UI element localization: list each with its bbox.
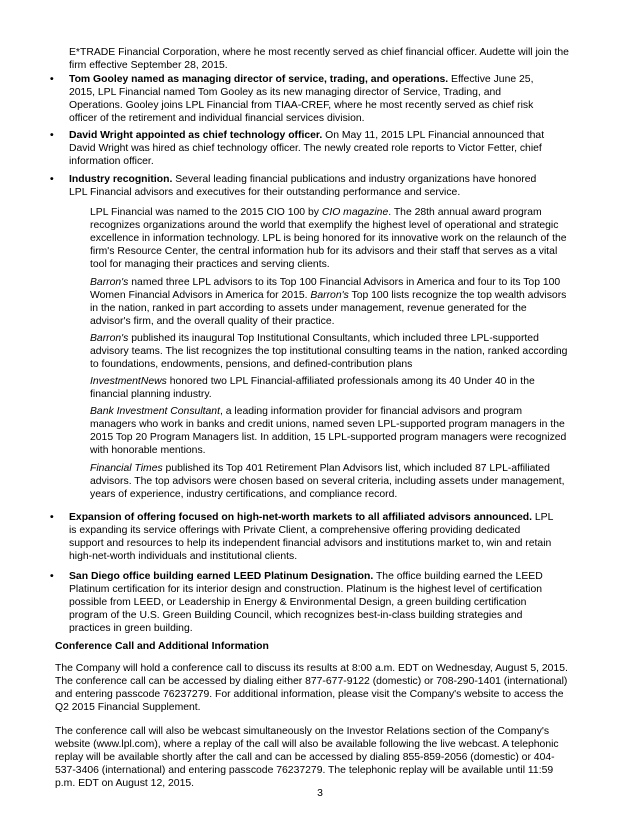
bullet-text: The office building earned the LEED Platinum certification for its interior design and construction. Platinum is the highest level of certification possible from LEED, or Leadership in Energy & Environmental Design, a green building certification program of the U.S. Green Building Council, which recognizes best-in-class building strategies and practices in green building. <box>69 571 543 635</box>
recognition-cio <box>90 206 570 271</box>
bullet-glyph: • <box>50 174 54 185</box>
publication-name: Barron's <box>90 333 129 344</box>
bullet-title: San Diego office building earned LEED Platinum Designation. <box>69 571 374 582</box>
bullet-glyph: • <box>50 74 54 85</box>
conference-paragraph-2: The conference call will also be webcast simultaneously on the Investor Relations section of the Company's website (www.lpl.com), where a replay of the call will also be available following the live webcast. A telephonic replay will be available shortly after the call and can be accessed by dialing 855-859-2056 (domestic) or 404-537-3406 (international) and entering passcode 76237279. The telephonic replay will be available until 11:59 p.m. EDT on August 12, 2015. <box>55 726 559 790</box>
publication-name: Barron's <box>90 277 129 288</box>
recognition-text: , a leading information provider for financial advisors and program managers who work in banks and credit unions, named seven LPL-supported program managers in the 2015 Top 20 Program Managers list. In addition, 15 LPL-supported program managers were recognized with honorable mentions. <box>90 406 567 457</box>
recognition-bank-investment-consultant <box>90 405 570 457</box>
bullet-text: On May 11, 2015 LPL Financial announced that David Wright was hired as chief technology officer. The newly created role reports to Victor Fetter, chief information officer. <box>69 130 545 168</box>
recognition-investmentnews <box>90 375 570 401</box>
publication-name: Bank Investment Consultant <box>90 406 220 417</box>
bullet-title: Industry recognition. <box>69 174 173 185</box>
conference-paragraph-1: The Company will hold a conference call to discuss its results at 8:00 a.m. EDT on Wednesday, August 5, 2015. The conference call can be accessed by dialing either 877-677-9122 (domestic) or 708-290-1401 (international) and entering passcode 76237279. For additional information, please visit the Company's website to access the Q2 2015 Financial Supplement. <box>55 663 568 714</box>
bullet-glyph: • <box>50 130 54 141</box>
recognition-text: LPL Financial was named to the 2015 CIO 100 by <box>90 207 322 218</box>
publication-name: Barron's <box>310 290 349 302</box>
publication-name: Financial Times <box>90 463 163 474</box>
publication-name: CIO magazine <box>321 207 389 218</box>
recognition-text: named three LPL advisors to its Top 100 Financial Advisors in America and four to its Top 100 Women Financial Advisors in America for 2015. <box>90 277 561 302</box>
page-number: 3 <box>317 788 323 799</box>
recognition-barrons-institutional <box>90 332 570 371</box>
bullet-text: Several leading financial publications and industry organizations have honored LPL Financial advisors and executives for their outstanding performance and service. <box>69 174 537 199</box>
recognition-barrons-top100 <box>90 276 570 328</box>
recognition-financial-times <box>90 462 570 501</box>
intro-continuation: E*TRADE Financial Corporation, where he most recently served as chief financial officer. Audette will join the firm effective September 28, 2015. <box>69 47 569 72</box>
recognition-text: published its Top 401 Retirement Plan Advisors list, which included 87 LPL-affiliated advisors. The top advisors were chosen based on several criteria, including assets under management, years of experience, industry certifications, and compliance record. <box>90 463 565 501</box>
bullet-title: Expansion of offering focused on high-net-worth markets to all affiliated advisors announced. <box>69 512 533 523</box>
bullet-glyph: • <box>50 512 54 523</box>
publication-name: InvestmentNews <box>90 376 167 387</box>
bullet-glyph: • <box>50 571 54 582</box>
recognition-text: honored two LPL Financial-affiliated professionals among its 40 Under 40 in the financial planning industry. <box>90 376 535 401</box>
recognition-text: . The 28th annual award program recognizes organizations around the world that exemplify the highest level of operational and strategic excellence in information technology. LPL is being honored for its innovative work on the relaunch of the firm's Resource Center, the central information hub for its advisors and their staff that serves as a vital tool for managing their practices and serving clients. <box>90 207 567 271</box>
recognition-text: Top 100 lists recognize the top wealth advisors in the nation, ranked in part according to assets under management, revenue generated for the advisor's firm, and the overall quality of their practice. <box>90 290 567 328</box>
section-heading-conference-call: Conference Call and Additional Information <box>55 641 269 652</box>
bullet-text: LPL is expanding its service offerings with Private Client, a comprehensive offering providing dedicated support and resources to help its independent financial advisors and institutions market to, win and retain high-net-worth individuals and institutional clients. <box>69 512 554 563</box>
bullet-text: Effective June 25, 2015, LPL Financial named Tom Gooley as its new managing director of Service, Trading, and Operations. Gooley joins LPL Financial from TIAA-CREF, where he most recently served as chief risk officer of the retirement and individual financial services division. <box>69 74 534 125</box>
bullet-title: Tom Gooley named as managing director of service, trading, and operations. <box>69 74 449 85</box>
bullet-title: David Wright appointed as chief technology officer. <box>69 130 323 141</box>
recognition-text: published its inaugural Top Institutional Consultants, which included three LPL-supported advisory teams. The list recognizes the top institutional consulting teams in the nation, ranked according to foundations, endowments, pensions, and defined-contribution plans <box>90 333 568 371</box>
